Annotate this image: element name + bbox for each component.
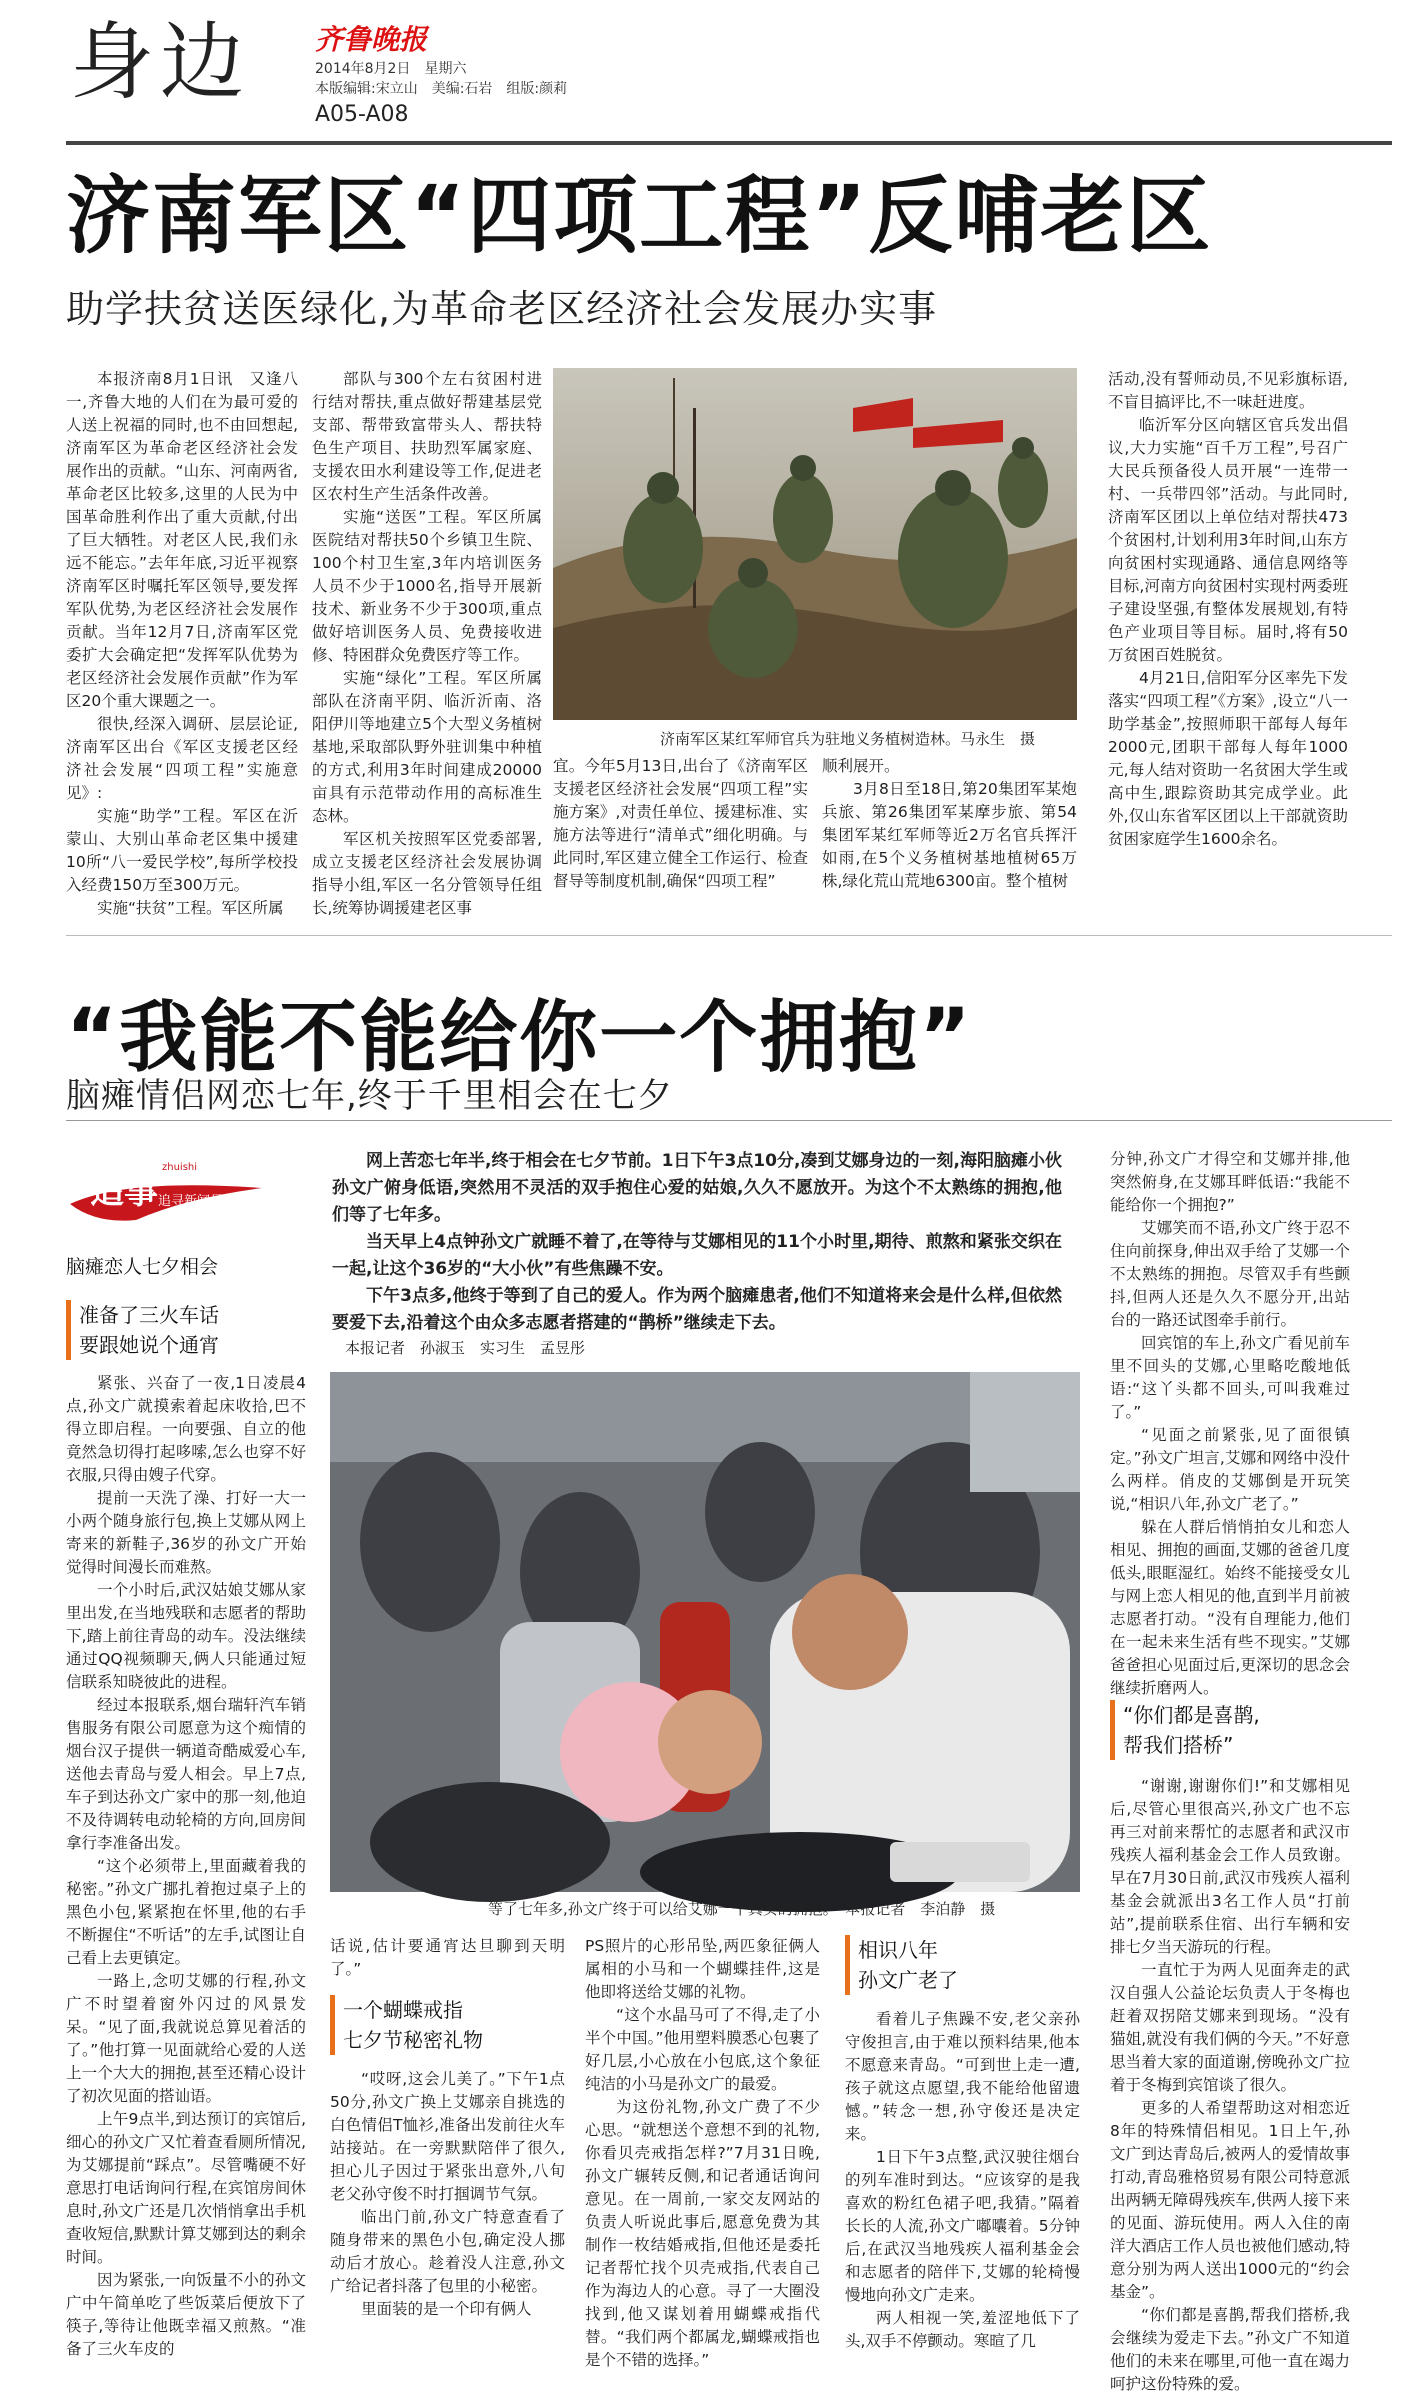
paragraph: 躲在人群后悄悄拍女儿和恋人相见、拥抱的画面,艾娜的爸爸几度低头,眼眶湿红。始终不能接受女儿与网上恋人相见的他,直到半月前被志愿者打动。“没有自理能力,他们在一起未来生活有些不现实。”艾娜爸爸担心见面过后,更深切的思念会继续折磨两人。 — [1110, 1518, 1350, 1697]
article2-right-column — [1110, 1148, 1350, 1697]
paragraph: 1日下午3点整,武汉驶往烟台的列车准时到达。“应该穿的是我喜欢的粉红色裙子吧,我猜。”隔着长长的人流,孙文广嘟囔着。5分钟后,在武汉当地残疾人福利基金会和志愿者的陪伴下,艾娜的轮椅慢慢地向孙文广走来。 — [845, 2148, 1080, 2304]
paragraph: 一直忙于为两人见面奔走的武汉自强人公益论坛负责人于冬梅也赶着双拐陪艾娜来到现场。“没有猫姐,就没有我们俩的今天。”不好意思当着大家的面道谢,傍晚孙文广拉着于冬梅到宾馆谈了很久。 — [1110, 1961, 1350, 2094]
newspaper-name: 齐鲁晚报 — [315, 23, 428, 56]
kicker-big: 追事 — [90, 1172, 158, 1212]
paragraph: 经过本报联系,烟台瑞轩汽车销售服务有限公司愿意为这个痴情的烟台汉子提供一辆道奇酷威爱心车,送他去青岛与爱人相会。早上7点,车子到达孙文广家中的那一刻,他迫不及待调转电动轮椅的方向,回房间拿行李准备出发。 — [66, 1696, 306, 1852]
paragraph: 临沂军分区向辖区官兵发出倡议,大力实施“百千万工程”,号召广大民兵预备役人员开展“一连带一村、一兵带四邻”活动。与此同时,济南军区团以上单位结对帮扶473个贫困村,计划利用3年时间,山东方向贫困村实现通路、通信息网络等目标,河南方向贫困村实现村两委班子建设坚强,有整体发展规划,有特色产业项目等目标。届时,将有50万贫困百姓脱贫。 — [1108, 416, 1348, 664]
subhead-line: 帮我们搭桥” — [1123, 1733, 1234, 1757]
paragraph: 一路上,念叨艾娜的行程,孙文广不时望着窗外闪过的风景发呆。“见了面,我就说总算见着活的了。”他打算一见面就给心爱的人送上一个大大的拥抱,甚至还精心设计了初次见面的搭讪语。 — [66, 1972, 306, 2105]
article2-bottom-column-3 — [585, 1935, 820, 2369]
embrace-photo — [330, 1372, 1080, 1892]
photo-caption: 济南军区某红军师官兵为驻地义务植树造林。马永生 摄 — [660, 730, 1036, 748]
article2-rule — [66, 1120, 1392, 1121]
article1-column-4 — [822, 755, 1077, 905]
article-divider — [66, 935, 1392, 936]
paragraph: 因为紧张,一向饭量不小的孙文广中午简单吃了些饭菜后便放下了筷子,等待让他既幸福又煎熬。“准备了三火车皮的 — [66, 2271, 306, 2358]
article2-bottom-column-2a — [330, 1935, 565, 1985]
paragraph: “这个必须带上,里面藏着我的秘密。”孙文广挪扎着抱过桌子上的黑色小包,紧紧抱在怀里,他的右手不断握住“不听话”的左手,试图让自己看上去更镇定。 — [66, 1857, 306, 1967]
lead-paragraph: 当天早上4点钟孙文广就睡不着了,在等待与艾娜相见的11个小时里,期待、煎熬和紧张交织在一起,让这个36岁的“大小伙”有些焦躁不安。 — [332, 1232, 1062, 1279]
editors-line: 本版编辑:宋立山 美编:石岩 组版:颜莉 — [315, 81, 568, 97]
subhead-2 — [330, 1995, 565, 2055]
article2-right-column-2 — [1110, 1775, 1350, 2393]
subhead-4 — [1110, 1700, 1350, 1760]
paragraph: 紧张、兴奋了一夜,1日凌晨4点,孙文广就摸索着起床收拾,巴不得立即启程。一向要强、自立的他竟然急切得打起哆嗦,怎么也穿不好衣服,只得由嫂子代穿。 — [66, 1374, 306, 1484]
article2-left-column — [66, 1372, 306, 2362]
paragraph: 更多的人希望帮助这对相恋近8年的特殊情侣相见。1日上午,孙文广到达青岛后,被两人的爱情故事打动,青岛雅格贸易有限公司特意派出两辆无障碍残疾车,供两人接下来的见面、游玩使用。两人入住的南洋大酒店工作人员也被他们感动,特意分别为两人送出1000元的“约会基金”。 — [1110, 2099, 1350, 2301]
subhead-line: 一个蝴蝶戒指 — [343, 1998, 463, 2022]
article2-bottom-column-2b — [330, 2068, 565, 2363]
paragraph: 军区机关按照军区党委部署,成立支援老区经济社会发展协调指导小组,军区一名分管领导任组长,统筹协调援建老区事 — [312, 830, 542, 917]
header-rule — [66, 141, 1392, 145]
date-line: 2014年8月2日 星期六 — [315, 61, 467, 77]
paragraph: 实施“送医”工程。军区所属医院结对帮扶50个乡镇卫生院、100个村卫生室,3年内培训医务人员不少于1000名,指导开展新技术、新业务不少于300项,重点做好培训医务人员、免费接收进修、特困群众免费医疗等工作。 — [312, 508, 542, 664]
paragraph: 分钟,孙文广才得空和艾娜并排,他突然俯身,在艾娜耳畔低语:“我能不能给你一个拥抱?” — [1110, 1150, 1350, 1214]
paragraph: 临出门前,孙文广特意查看了随身带来的黑色小包,确定没人挪动后才放心。趁着没人注意,孙文广给记者抖落了包里的小秘密。 — [330, 2208, 565, 2295]
kicker-pinyin: zhuishi — [162, 1162, 198, 1173]
paragraph: 看着儿子焦躁不安,老父亲孙守俊担言,由于难以预料结果,他本不愿意来青岛。“可到世上走一遭,孩子就这点愿望,我不能给他留遗憾。”转念一想,孙守俊还是决定来。 — [845, 2010, 1080, 2143]
kicker-small: 追寻新闻尽头 — [158, 1194, 237, 1209]
paragraph: 两人相视一笑,羞涩地低下了头,双手不停颤动。寒暄了几 — [845, 2309, 1080, 2350]
paragraph: 回宾馆的车上,孙文广看见前车里不回头的艾娜,心里略吃酸地低语:“这丫头都不回头,可叫我难过了。” — [1110, 1334, 1350, 1421]
subhead-line: “你们都是喜鹊, — [1123, 1703, 1260, 1727]
paragraph: 实施“助学”工程。军区在沂蒙山、大别山革命老区集中援建10所“八一爱民学校”,每所学校投入经费150万至300万元。 — [66, 807, 298, 894]
paragraph: “这个水晶马可了不得,走了小半个中国。”他用塑料膜悉心包裹了好几层,小心放在小包底,这个象征纯洁的小马是孙文广的最爱。 — [585, 2006, 820, 2093]
subhead-3 — [845, 1935, 1080, 1995]
article1-subheadline: 助学扶贫送医绿化,为革命老区经济社会发展办实事 — [66, 287, 938, 331]
paragraph: 艾娜笑而不语,孙文广终于忍不住向前探身,伸出双手给了艾娜一个不太熟练的拥抱。尽管双手有些颤抖,但两人还是久久不愿分开,出站台的一路还试图牵手前行。 — [1110, 1219, 1350, 1329]
photo-caption: 等了七年多,孙文广终于可以给艾娜一个真实的拥抱。 本报记者 李泊静 摄 — [488, 1900, 996, 1918]
lead-paragraph: 下午3点多,他终于等到了自己的爱人。作为两个脑瘫患者,他们不知道将来会是什么样,但依然要爱下去,沿着这个由众多志愿者搭建的“鹊桥”继续走下去。 — [332, 1286, 1062, 1333]
subhead-line: 七夕节秘密礼物 — [343, 2028, 483, 2052]
subhead-line: 孙文广老了 — [858, 1968, 958, 1992]
paragraph: “哎呀,这会儿美了。”下午1点50分,孙文广换上艾娜亲自挑选的白色情侣T恤衫,准备出发前往火车站接站。在一旁默默陪伴了很久,担心儿子因过于紧张出意外,八旬老父孙守俊不时打掴调节气氛。 — [330, 2070, 565, 2203]
byline: 本报记者 孙淑玉 实习生 孟昱彤 — [345, 1339, 586, 1357]
paragraph: 部队与300个左右贫困村进行结对帮扶,重点做好帮建基层党支部、帮带致富带头人、帮扶特色生产项目、扶助烈军属家庭、支援农田水利建设等工作,促进老区农村生产生活条件改善。 — [312, 370, 542, 503]
paragraph: 一个小时后,武汉姑娘艾娜从家里出发,在当地残联和志愿者的帮助下,踏上前往青岛的动车。没法继续通过QQ视频聊天,俩人只能通过短信联系知晓彼此的进程。 — [66, 1581, 306, 1691]
tree-planting-photo — [553, 368, 1077, 720]
article1-column-5 — [1108, 368, 1348, 908]
paragraph: 3月8日至18日,第20集团军某炮兵旅、第26集团军某摩步旅、第54集团军某红军师等近2万名官兵挥汗如雨,在5个义务植树基地植树65万株,绿化荒山荒地6300亩。整个植树 — [822, 780, 1077, 890]
article1-column-2 — [312, 368, 542, 917]
kicker-title: 脑瘫恋人七夕相会 — [66, 1256, 219, 1278]
article2-bottom-column-4 — [845, 2008, 1080, 2363]
subhead-line: 相识八年 — [858, 1938, 938, 1962]
paragraph: “你们都是喜鹊,帮我们搭桥,我会继续为爱走下去。”孙文广不知道他们的未来在哪里,可他一直在竭力呵护这份特殊的爱。 — [1110, 2306, 1350, 2393]
article2-headline: “我能不能给你一个拥抱” — [66, 993, 973, 1083]
subhead-1 — [66, 1300, 306, 1360]
paragraph: PS照片的心形吊坠,两匹象征俩人属相的小马和一个蝴蝶挂件,这是他即将送给艾娜的礼物。 — [585, 1937, 820, 2001]
paragraph: “见面之前紧张,见了面很镇定。”孙文广坦言,艾娜和网络中没什么两样。俏皮的艾娜倒是开玩笑说,“相识八年,孙文广老了。” — [1110, 1426, 1350, 1513]
article1-column-3 — [553, 755, 808, 905]
paragraph: 本报济南8月1日讯 又逢八一,齐鲁大地的人们在为最可爱的人送上祝福的同时,也不由回想起,济南军区为革命老区经济社会发展作出的贡献。“山东、河南两省,革命老区比较多,这里的人民为中国革命胜利作出了重大贡献,付出了巨大牺牲。对老区人民,我们永远不能忘。”去年年底,习近平视察济南军区时嘱托军区领导,要发挥军队优势,为老区经济社会发展作贡献。当年12月7日,济南军区党委扩大会确定把“发挥军队优势为老区经济社会发展作贡献”作为军区20个重大课题之一。 — [66, 370, 298, 710]
paragraph: 实施“绿化”工程。军区所属部队在济南平阴、临沂沂南、洛阳伊川等地建立5个大型义务植树基地,采取部队野外驻训集中种植的方式,利用3年时间建成20000亩具有示范带动作用的高标准生态林。 — [312, 669, 542, 825]
paragraph: 顺利展开。 — [822, 757, 900, 775]
paragraph: “谢谢,谢谢你们!”和艾娜相见后,尽管心里很高兴,孙文广也不忘再三对前来帮忙的志愿者和武汉市残疾人福利基金会工作人员致谢。早在7月30日前,武汉市残疾人福利基金会就派出3名工作人员“打前站”,提前联系住宿、出行车辆和安排七夕当天游玩的行程。 — [1110, 1777, 1350, 1956]
article2-lead — [332, 1148, 1062, 1337]
subhead-line: 准备了三火车话 — [79, 1303, 219, 1327]
paragraph: 4月21日,信阳军分区率先下发落实“四项工程”《方案》,设立“八一助学基金”,按照师职干部每人每年2000元,团职干部每人每年1000元,每人结对资助一名贫困大学生或高中生,跟踪资助其完成学业。此外,仅山东省军区团以上干部就资助贫困家庭学生1600余名。 — [1108, 669, 1348, 848]
paragraph: 实施“扶贫”工程。军区所属 — [97, 899, 284, 917]
subhead-line: 要跟她说个通宵 — [79, 1333, 219, 1357]
article2-subheadline: 脑瘫情侣网恋七年,终于千里相会在七夕 — [66, 1076, 673, 1116]
paragraph: 话说,估计要通宵达旦聊到天明了。” — [330, 1937, 565, 1978]
article1-column-1 — [66, 368, 298, 917]
paragraph: 为这份礼物,孙文广费了不少心思。“就想送个意想不到的礼物,你看贝壳戒指怎样?”7月31日晚,孙文广辗转反侧,和记者通话询问意见。在一周前,一家交友网站的负责人听说此事后,愿意免费为其制作一枚结婚戒指,但他还是委托记者帮忙找个贝壳戒指,代表自己作为海边人的心意。寻了一大圈没找到,他又谋划着用蝴蝶戒指代替。“我们两个都属龙,蝴蝶戒指也是个不错的选择。” — [585, 2098, 820, 2369]
page-range: A05-A08 — [315, 102, 409, 127]
zhuishi-logo — [66, 1158, 266, 1228]
paragraph: 活动,没有誓师动员,不见彩旗标语,不盲目搞评比,不一味赶进度。 — [1108, 370, 1348, 411]
paragraph: 宜。今年5月13日,出台了《济南军区支援老区经济社会发展“四项工程”实施方案》,对责任单位、援建标准、实施方法等进行“清单式”细化明确。与此同时,军区建立健全工作运行、检查督导等制度机制,确保“四项工程” — [553, 757, 808, 890]
paragraph: 里面装的是一个印有俩人 — [361, 2300, 532, 2318]
paragraph: 很快,经深入调研、层层论证,济南军区出台《军区支援老区经济社会发展“四项工程”实施意见》: — [66, 715, 298, 802]
paragraph: 提前一天洗了澡、打好一大一小两个随身旅行包,换上艾娜从网上寄来的新鞋子,36岁的孙文广开始觉得时间漫长而难熬。 — [66, 1489, 306, 1576]
section-title: 身边 — [70, 13, 251, 111]
paragraph: 上午9点半,到达预订的宾馆后,细心的孙文广又忙着查看厕所情况,为艾娜提前“踩点”。尽管嘴硬不好意思打电话询问行程,在宾馆房间休息时,孙文广还是几次悄悄拿出手机查收短信,默默计算艾娜到达的剩余时间。 — [66, 2110, 306, 2266]
article1-headline: 济南军区“四项工程”反哺老区 — [66, 167, 1213, 265]
lead-paragraph: 网上苦恋七年半,终于相会在七夕节前。1日下午3点10分,凑到艾娜身边的一刻,海阳脑瘫小伙孙文广俯身低语,突然用不灵活的双手抱住心爱的姑娘,久久不愿放开。为这个不太熟练的拥抱,他们等了七年多。 — [332, 1151, 1062, 1225]
